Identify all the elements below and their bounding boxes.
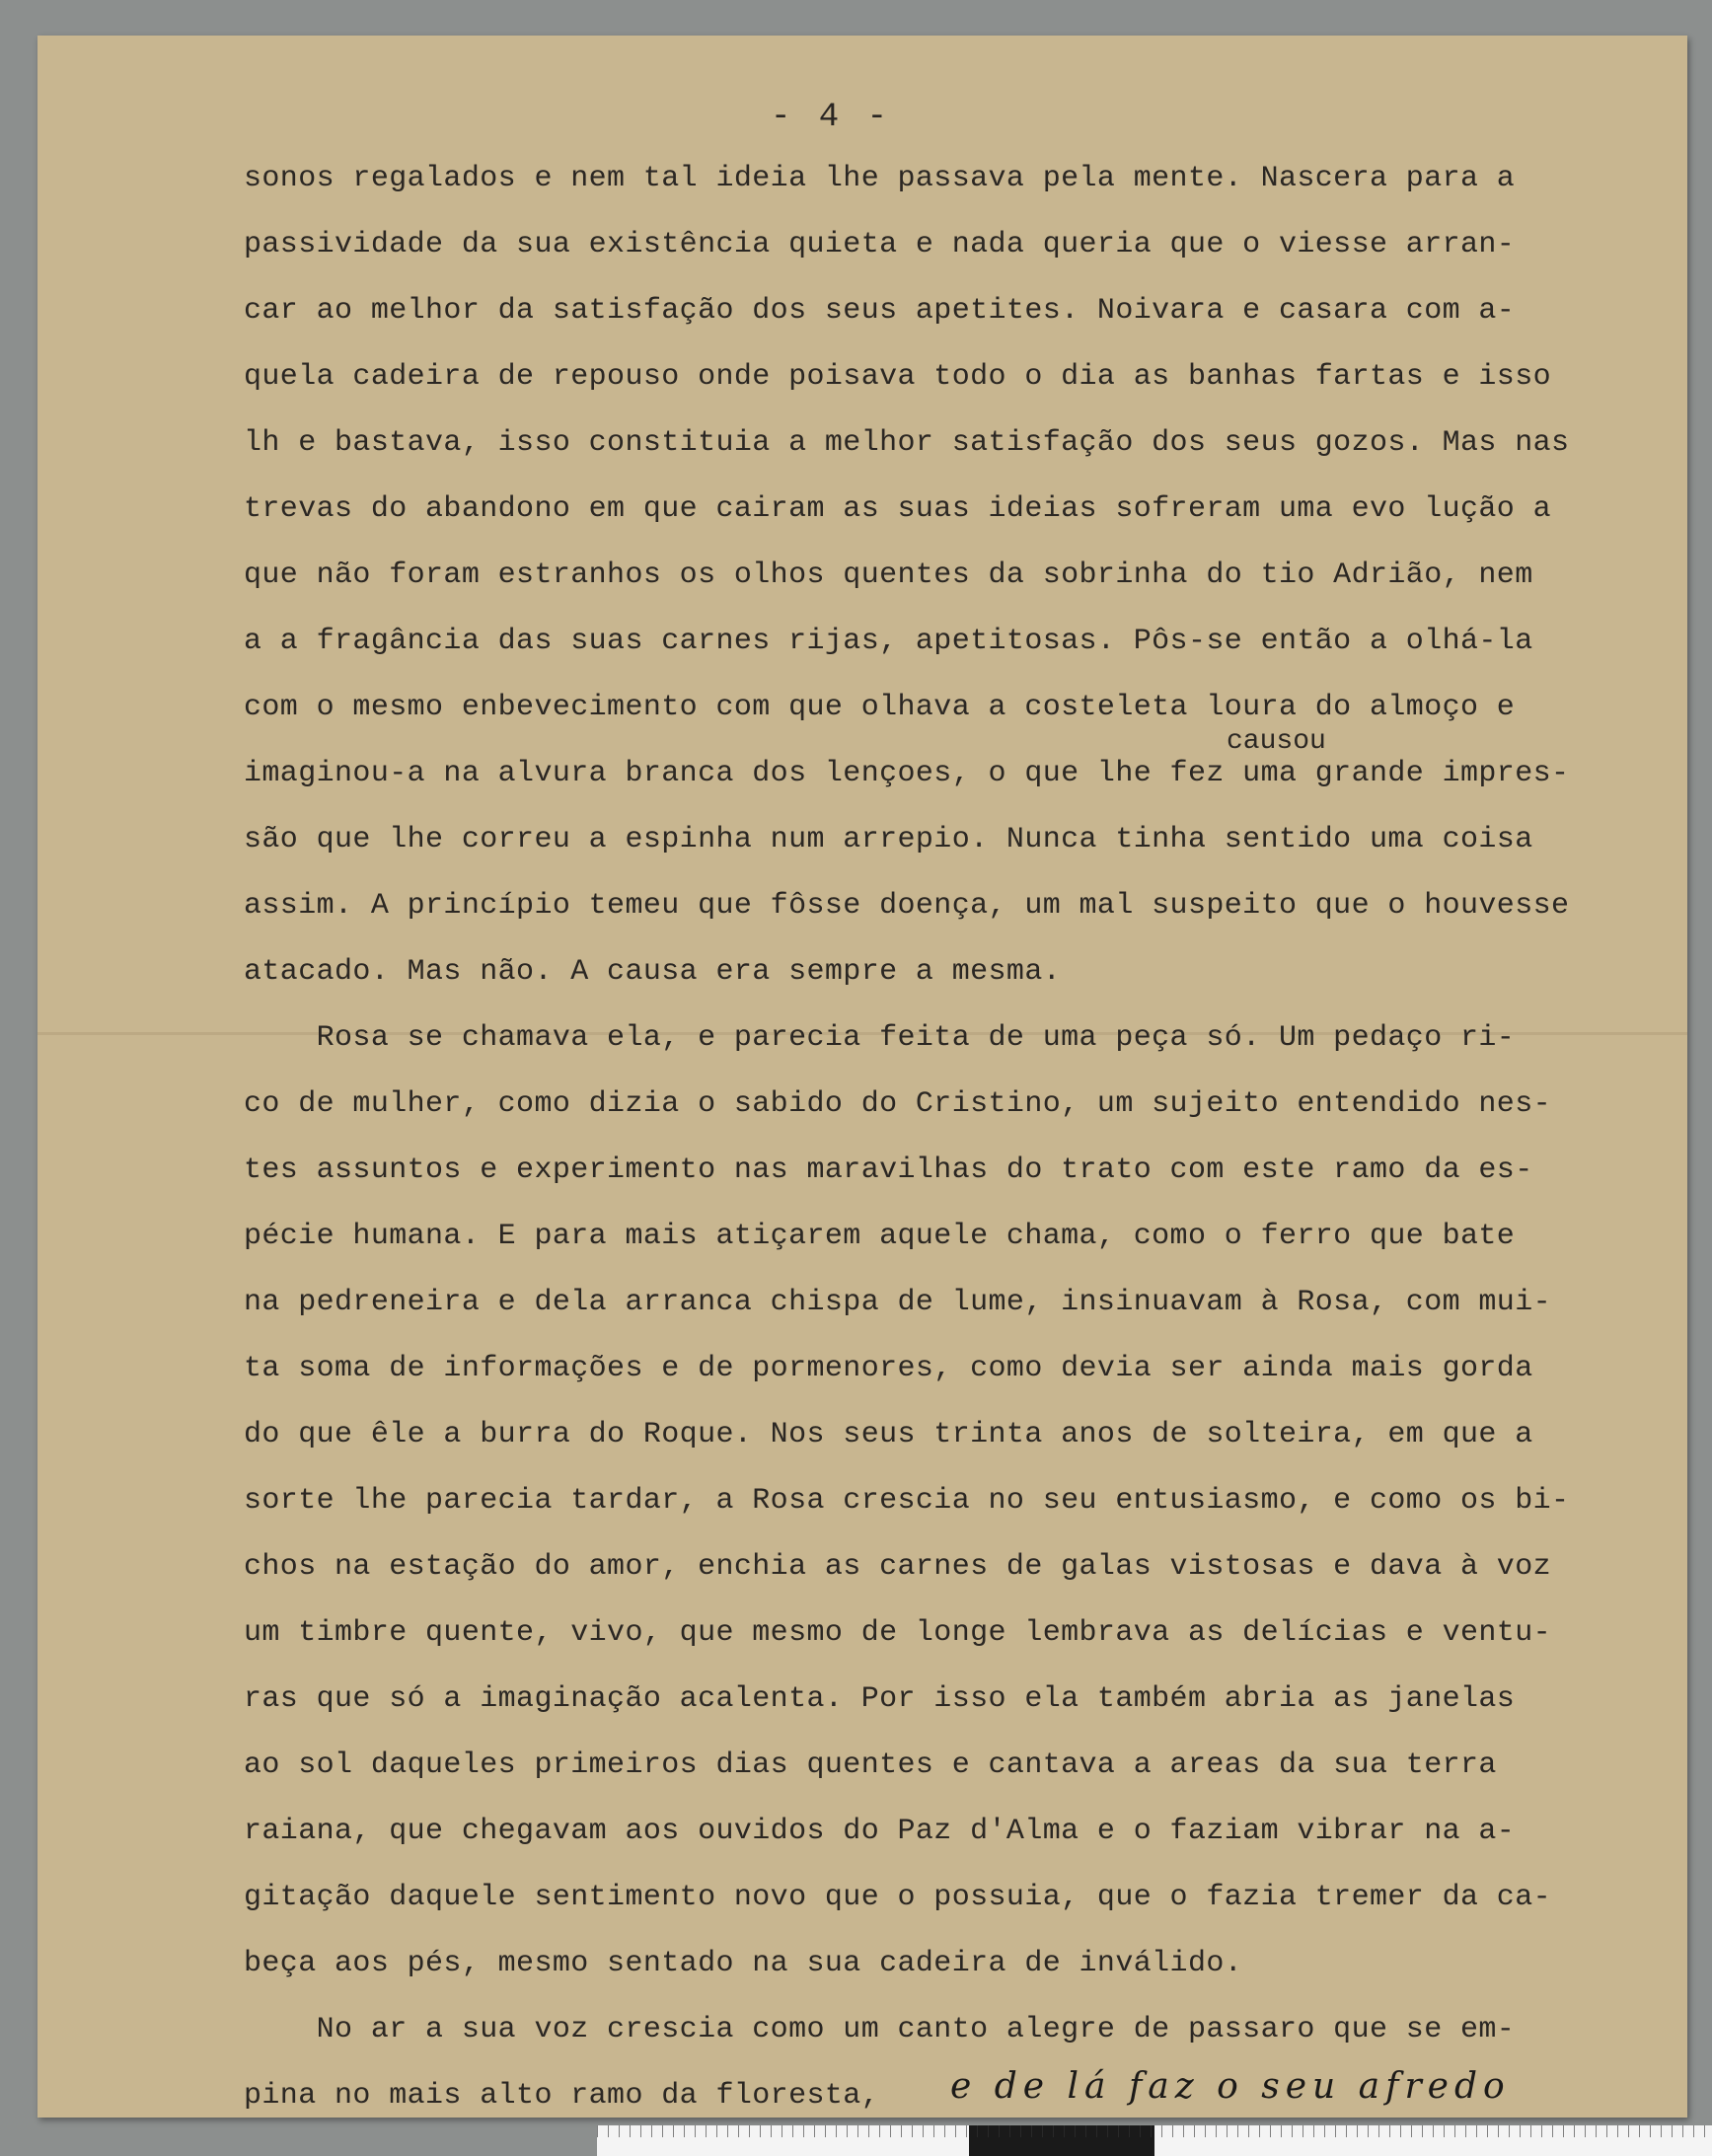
typewritten-page <box>37 36 1687 2118</box>
text-line: lh e bastava, isso constituia a melhor satisfação dos seus gozos. Mas nas <box>244 426 1570 460</box>
text-line: chos na estação do amor, enchia as carnes de galas vistosas e dava à voz <box>244 1550 1552 1584</box>
text-line: Rosa se chamava ela, e parecia feita de uma peça só. Um pedaço ri- <box>244 1021 1516 1055</box>
text-line: ta soma de informações e de pormenores, como devia ser ainda mais gorda <box>244 1352 1533 1385</box>
text-line: beça aos pés, mesmo sentado na sua cadeira de inválido. <box>244 1947 1243 1980</box>
text-line: passividade da sua existência quieta e nada queria que o viesse arran- <box>244 228 1516 261</box>
text-line: na pedreneira e dela arranca chispa de lume, insinuavam à Rosa, com mui- <box>244 1286 1552 1319</box>
typed-insertion: causou <box>1227 726 1326 757</box>
text-line: com o mesmo enbevecimento com que olhava a costeleta loura do almoço e <box>244 691 1516 724</box>
text-line: sonos regalados e nem tal ideia lhe passava pela mente. Nascera para a <box>244 162 1516 195</box>
text-line: quela cadeira de repouso onde poisava todo o dia as banhas fartas e isso <box>244 360 1552 394</box>
text-line: atacado. Mas não. A causa era sempre a mesma. <box>244 955 1062 989</box>
text-line: pina no mais alto ramo da floresta, <box>244 2079 898 2113</box>
text-line: pécie humana. E para mais atiçarem aquele chama, como o ferro que bate <box>244 1220 1516 1253</box>
text-line: trevas do abandono em que cairam as suas ideias sofreram uma evo lução a <box>244 492 1552 526</box>
scale-ruler <box>597 2125 1712 2156</box>
text-line: são que lhe correu a espinha num arrepio. Nunca tinha sentido uma coisa <box>244 823 1533 856</box>
text-line: raiana, que chegavam aos ouvidos do Paz d'Alma e o faziam vibrar na a- <box>244 1815 1516 1848</box>
text-line: ao sol daqueles primeiros dias quentes e cantava a areas da sua terra <box>244 1748 1497 1782</box>
text-line: gitação daquele sentimento novo que o possuia, que o fazia tremer da ca- <box>244 1881 1552 1914</box>
handwritten-ending: e de lá faz o seu afredo <box>950 2066 1511 2107</box>
text-line: do que êle a burra do Roque. Nos seus trinta anos de solteira, em que a <box>244 1418 1533 1451</box>
text-line: que não foram estranhos os olhos quentes da sobrinha do tio Adrião, nem <box>244 558 1533 592</box>
text-line: um timbre quente, vivo, que mesmo de longe lembrava as delícias e ventu- <box>244 1616 1552 1650</box>
text-line: ras que só a imaginação acalenta. Por isso ela também abria as janelas <box>244 1682 1516 1716</box>
text-line: No ar a sua voz crescia como um canto alegre de passaro que se em- <box>244 2013 1516 2046</box>
text-line: sorte lhe parecia tardar, a Rosa crescia no seu entusiasmo, e como os bi- <box>244 1484 1570 1518</box>
text-line: co de mulher, como dizia o sabido do Cristino, um sujeito entendido nes- <box>244 1087 1552 1121</box>
text-line: imaginou-a na alvura branca dos lençoes, o que lhe fez uma grande impres- <box>244 757 1570 790</box>
page-number: - 4 - <box>770 99 892 136</box>
text-line: assim. A princípio temeu que fôsse doença, um mal suspeito que o houvesse <box>244 889 1570 923</box>
text-line: car ao melhor da satisfação dos seus apetites. Noivara e casara com a- <box>244 294 1516 328</box>
text-line: tes assuntos e experimento nas maravilhas do trato com este ramo da es- <box>244 1153 1533 1187</box>
text-line: a a fragância das suas carnes rijas, apetitosas. Pôs-se então a olhá-la <box>244 625 1533 658</box>
